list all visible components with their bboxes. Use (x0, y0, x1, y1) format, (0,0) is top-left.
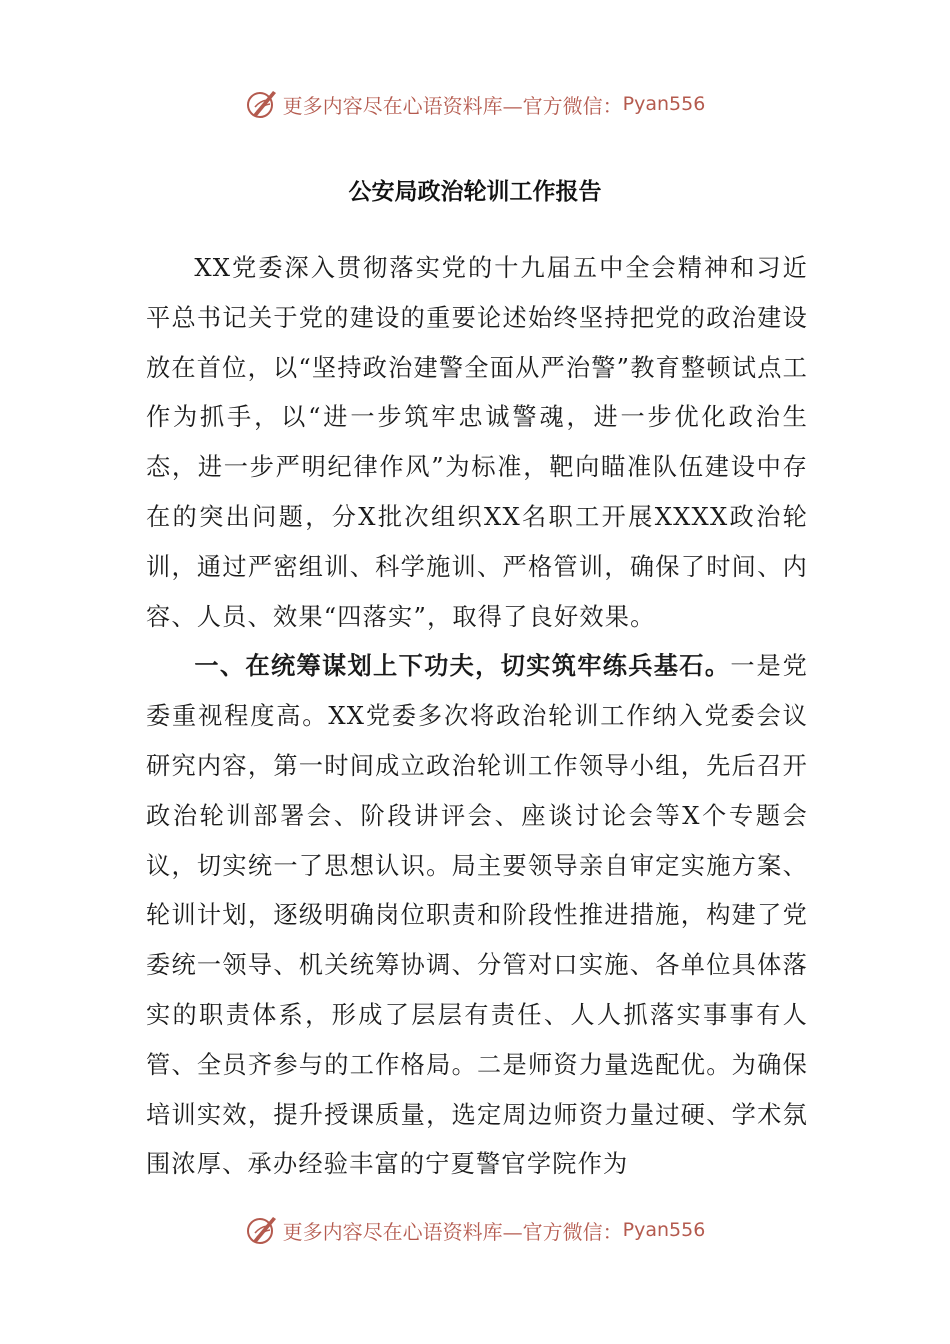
paragraph (146, 244, 808, 642)
banner-wechat-id: Pyan556 (622, 1219, 706, 1241)
section-heading: 一、在统筹谋划上下功夫，切实筑牢练兵基石。 (194, 652, 731, 681)
paragraph-text: XX党委深入贯彻落实党的十九届五中全会精神和习近平总书记关于党的建设的重要论述始终坚持把党的政治建设放在首位，以“坚持政治建警全面从严治警”教育整顿试点工作为抓手，以“进一步筑牢忠诚警魂，进一步优化政治生态，进一步严明纪律作风”为标准，靶向瞄准队伍建设中存在的突出问题，分X批次组织XX名职工开展XXXX政治轮训，通过严密组训、科学施训、严格管训，确保了时间、内容、人员、效果“四落实”，取得了良好效果。 (146, 254, 808, 631)
document-title: 公安局政治轮训工作报告 (348, 179, 602, 205)
footer-banner (0, 1210, 950, 1250)
header-banner (0, 84, 950, 124)
banner-wechat-id: Pyan556 (622, 93, 706, 115)
quill-logo-icon (245, 87, 279, 121)
document-body (146, 244, 808, 1190)
banner-text: 更多内容尽在心语资料库—官方微信： (282, 93, 623, 118)
paragraph (146, 642, 808, 1190)
quill-logo-icon (245, 1213, 279, 1247)
banner-text: 更多内容尽在心语资料库—官方微信： (282, 1219, 623, 1244)
paragraph-text: 一是党委重视程度高。XX党委多次将政治轮训工作纳入党委会议研究内容，第一时间成立政治轮训工作领导小组，先后召开政治轮训部署会、阶段讲评会、座谈讨论会等X个专题会议，切实统一了思想认识。局主要领导亲自审定实施方案、轮训计划，逐级明确岗位职责和阶段性推进措施，构建了党委统一领导、机关统筹协调、分管对口实施、各单位具体落实的职责体系，形成了层层有责任、人人抓落实事事有人管、全员齐参与的工作格局。二是师资力量选配优。为确保培训实效，提升授课质量，选定周边师资力量过硬、学术氛围浓厚、承办经验丰富的宁夏警官学院作为 (146, 652, 808, 1179)
